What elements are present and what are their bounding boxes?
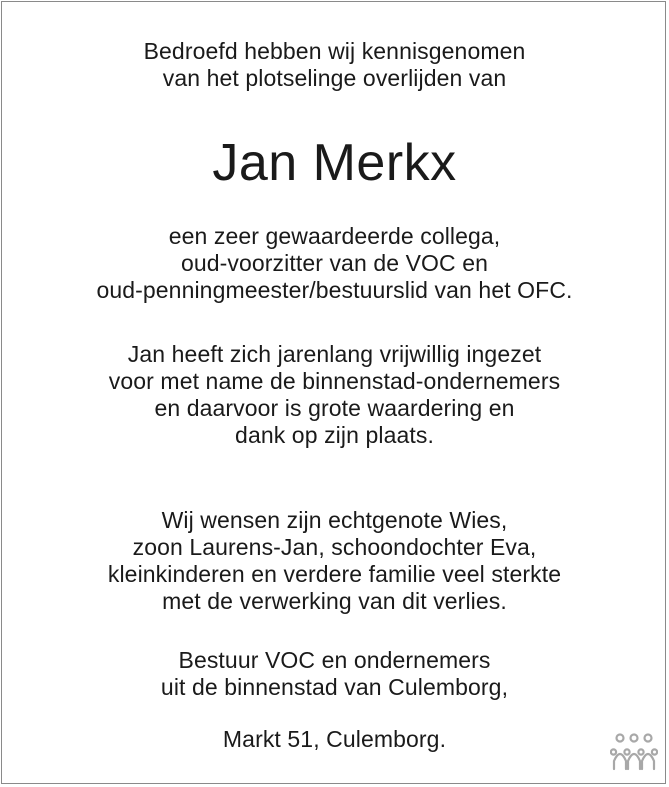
- people-group-icon: [610, 733, 658, 773]
- signature-line: Bestuur VOC en ondernemers: [178, 647, 491, 673]
- address-line: Markt 51, Culemborg.: [222, 726, 447, 752]
- condolence-line: kleinkinderen en verdere familie veel sterkte: [107, 561, 562, 587]
- roles-text: [0, 223, 669, 304]
- tribute-line: en daarvoor is grote waardering en: [154, 395, 515, 421]
- address-text: [0, 726, 669, 753]
- roles-line: een zeer gewaardeerde collega,: [168, 223, 501, 249]
- roles-line: oud-penningmeester/bestuurslid van het OFC.: [96, 277, 573, 303]
- condolence-line: Wij wensen zijn echtgenote Wies,: [161, 507, 508, 533]
- deceased-name: Jan Merkx: [212, 134, 457, 192]
- intro-text: [0, 38, 669, 92]
- intro-line: Bedroefd hebben wij kennisgenomen: [143, 38, 526, 64]
- tribute-text: [0, 341, 669, 449]
- signature-text: [0, 647, 669, 701]
- condolence-text: [0, 507, 669, 615]
- intro-line: van het plotselinge overlijden van: [162, 65, 507, 91]
- condolence-line: zoon Laurens-Jan, schoondochter Eva,: [132, 534, 537, 560]
- tribute-line: dank op zijn plaats.: [235, 422, 434, 448]
- roles-line: oud-voorzitter van de VOC en: [180, 250, 489, 276]
- signature-line: uit de binnenstad van Culemborg,: [160, 674, 509, 700]
- tribute-line: voor met name de binnenstad-ondernemers: [108, 368, 561, 394]
- tribute-line: Jan heeft zich jarenlang vrijwillig ingezet: [127, 341, 542, 367]
- condolence-line: met de verwerking van dit verlies.: [162, 588, 507, 614]
